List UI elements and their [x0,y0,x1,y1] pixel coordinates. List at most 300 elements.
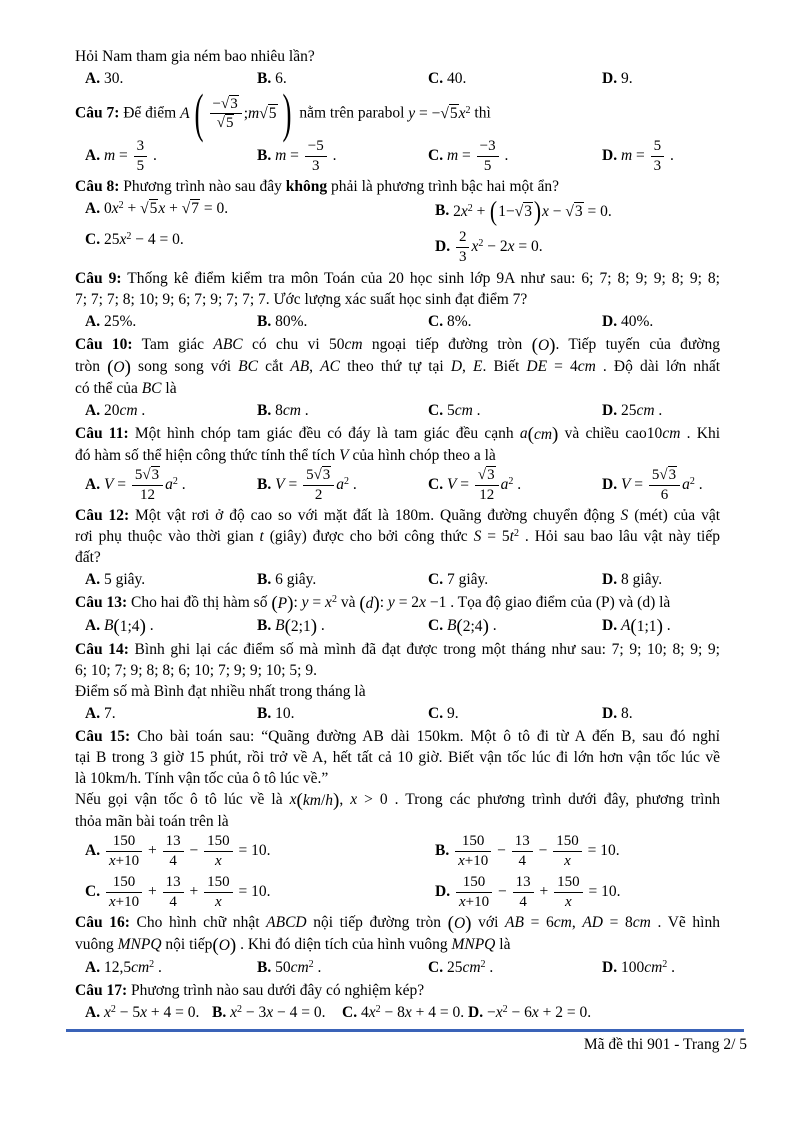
math-var: a [682,475,690,493]
paren-group [448,913,472,934]
numerator: 150 [456,874,492,893]
math-var: a [336,475,345,493]
math-var: x [368,1004,376,1022]
superscript: 2 [467,202,473,214]
option-label: A. [85,959,101,977]
superscript: 2 [344,475,350,487]
paren-content [113,357,124,378]
superscript: 2 [110,1004,116,1016]
option-b [257,400,428,421]
option-body: m = $\frac{-3}{5}$ . [446,137,509,174]
option-label: B. [257,401,272,419]
left-paren: ( [447,913,454,935]
math-expression [213,336,242,353]
option-label: B. [257,70,272,87]
option-c [342,1002,468,1023]
option-c [85,874,435,911]
math-var: P [277,595,288,613]
paren-group [528,424,559,445]
question-text-line: Câu 13: Cho hai đồ thị hàm số ( P ) : $y = x^2$ và ( d ) : y = 2x −1 . Tọa độ giao điểm của (P) và (d) là [75,593,671,615]
math-expression: ( d ) : y = 2x −1 [359,593,447,615]
right-paren: ) [482,616,489,638]
math-var: h [325,792,333,810]
numerator: 3 [134,138,148,157]
question-17 [75,980,720,1023]
paren-group [113,616,145,637]
square-root: √5 [140,200,158,218]
option-body: 5 giây. [103,571,146,589]
option-c [428,957,602,978]
math-var: cm [632,914,651,932]
question-text-line: Câu 8: Phương trình nào sau đây không phải là phương trình bậc hai một ẩn? [75,178,559,196]
option-label: A. [85,617,101,635]
option-body: B ( 2;1 ) . [275,616,325,638]
fraction [554,874,583,911]
right-paren: ) [373,593,380,615]
math-expression [290,358,309,375]
question-text-line: Câu 16: Cho hình chữ nhật ABCD nội tiếp đường tròn ( O ) với AB = 6cm, AD = 8cm . Vẽ hình [75,913,720,935]
question-text-line: Câu 17: Phương trình nào sau dưới đây có nghiệm kép? [75,982,425,1000]
option-label: A. [85,200,101,218]
math-expression [462,959,485,976]
radicand: 5 [149,200,158,218]
numerator: 150 [455,833,491,852]
fraction [649,467,680,504]
option-label: C. [85,231,101,249]
square-root: √3 [565,202,583,220]
superscript: 2 [508,475,514,487]
option-body [104,833,271,870]
option-body: $50cm^2$ . [275,959,322,977]
math-expression: V = $\frac{5√3}{2}$ $a^2$ [275,466,350,503]
paren-group [630,616,662,637]
option-body: B ( 2;4 ) . [446,616,497,638]
math-expression [644,959,667,976]
option-c [428,311,602,332]
math-var: x [140,1004,147,1022]
option-b [435,833,720,870]
option-label: D. [602,401,618,419]
option-body [487,1004,591,1021]
numerator: 150 [204,833,233,852]
option-body [453,833,620,870]
denominator: 4 [518,853,526,870]
denominator: 5 [483,157,492,174]
math-expression: $-x^2 - 6x + 2 = 0$. [486,1004,592,1022]
option-label: A. [85,146,101,164]
option-d [602,68,720,89]
math-var: cm [553,914,572,932]
radicand: 3 [230,95,238,112]
math-var: x [119,231,127,249]
option-d [602,615,720,637]
math-expression [238,358,258,375]
math-var: V [620,475,631,493]
square-root: √5 [216,115,234,132]
options-row [75,68,720,89]
option-body: A ( 1;1 ) . [620,616,671,638]
option-label: A. [85,705,101,723]
numerator: 150 [204,874,233,893]
denominator: x+10 [458,853,489,870]
options-row [75,703,720,724]
right-paren: ) [656,616,663,638]
option-body [454,229,543,266]
denominator [554,893,583,911]
math-var: DE [526,358,548,376]
option-a [85,138,257,175]
option-body: 6. [275,70,287,87]
math-expression: $\frac{150}{x+10}$ − $\frac{13}{4}$ + $\frac{150}{x}$ = 10. [454,883,621,900]
left-paren: ( [630,616,637,638]
option-body [104,231,184,248]
math-expression: m = $\frac{-3}{5}$ [447,147,501,164]
option-label: B. [257,959,272,977]
questions-container [75,46,720,1023]
question-text-line: Câu 14: Bình ghi lại các điểm số mà mình đã đạt được trong một tháng như sau: 7; 9; 10; 8; 9; 9; [75,641,720,659]
denominator: 3 [653,157,662,174]
bold-text: Câu 9: [75,270,122,288]
denominator: x+10 [458,893,490,910]
option-body [104,1004,199,1021]
option-label: D. [468,1004,484,1022]
math-var: D [450,358,463,376]
option-body: 20cm . [103,401,146,419]
superscript: 2 [236,1004,242,1016]
question-text-line: Câu 12: Một vật rơi ở độ cao so với mặt đất là 180m. Quãng đường chuyển động S (mét) của vật [75,507,721,525]
question-9 [75,268,720,332]
math-var: x [230,1004,237,1022]
superscript: 2 [375,1004,381,1016]
question-text-line: Điểm số mà Bình đạt nhiều nhất trong tháng là [75,683,366,701]
superscript: 2 [689,475,695,487]
math-expression: $2x^2$ + ( 1− √3 ) x − √3 = 0. [453,196,612,227]
right-paren: ) [287,593,294,615]
option-body: 25cm . [620,401,663,419]
left-paren: ( [113,616,120,638]
right-paren: ) [124,356,131,378]
numerator: 150 [553,833,582,852]
question-text-line: tại B trong 3 giờ 15 phút, rồi trở về A, hết tất cả 10 giờ. Biết vận tốc lúc đi lớn hơn vận tốc lúc về [75,749,720,767]
option-label: D. [602,617,618,635]
math-var: x [460,202,468,220]
paren-content [538,335,549,356]
option-body [361,1004,464,1021]
question-14 [75,639,720,724]
square-root: √3 [313,466,331,483]
option-c [428,569,602,590]
options-row [75,138,720,175]
left-paren: ( [531,335,538,357]
option-body: m = $\frac{-5}{3}$ . [275,137,337,174]
denominator: 4 [519,893,527,910]
math-var: V [446,475,457,493]
bold-text: Câu 15: [75,728,131,746]
math-var: O [218,937,230,955]
math-var: B [446,617,457,635]
math-var: cm [636,401,655,419]
options-row [75,467,720,504]
fraction [456,874,492,911]
paren-content [278,593,287,614]
math-expression [180,83,295,143]
option-body: $100cm^2$ . [620,959,676,977]
radicand: 3 [524,203,532,221]
option-c [428,138,602,175]
denominator: 6 [660,486,669,503]
option-label: A. [85,842,101,860]
option-body: $25cm^2$ . [446,959,494,977]
option-body: 7. [103,705,116,723]
option-label: B. [435,842,450,860]
paren-content: 1;4 [119,618,140,636]
math-expression [118,936,162,953]
fraction [204,874,233,911]
math-var: cm [533,425,553,443]
bold-text: Câu 16: [75,914,130,932]
numerator: 13 [512,833,533,852]
math-var: x [419,594,426,612]
left-paren: ( [194,83,204,143]
math-var: MNPQ [117,936,162,954]
bold-text: Câu 8: [75,178,120,196]
right-paren: ) [552,423,559,445]
math-var: x [108,853,116,870]
math-var: x [565,893,572,910]
fraction [132,467,163,504]
right-paren: ) [139,616,146,638]
denominator: x+10 [108,853,140,870]
square-root: √5 [440,104,458,122]
math-var: m [248,105,260,123]
options-row [75,198,720,266]
math-expression [455,402,473,419]
left-paren: ( [284,616,291,638]
option-a [85,311,257,332]
square-root: √5 [259,105,277,123]
math-expression: $S = 5t^2$ [473,528,519,546]
option-body [454,873,621,910]
page-footer [75,1032,747,1056]
math-expression [451,358,462,375]
option-d [602,467,720,504]
option-body: V = $\frac{√3}{12}$ $a^2$ . [446,466,522,503]
option-label: D. [602,313,618,331]
left-paren: ( [212,935,219,957]
square-root: √3 [477,466,495,483]
math-var: BC [238,358,258,376]
paren-group [285,616,317,637]
option-body: V = $\frac{5√3}{6}$ $a^2$ . [620,466,703,503]
square-root: √3 [220,95,238,112]
math-var: A [180,104,190,122]
math-var: ABC [213,336,243,354]
fraction [305,138,327,175]
question-text-line: Câu 7: Để điểm A ( $\frac{-√3}{√5}$ ; m √5 ) nằm trên parabol $y = -√5x^2$ thì [75,83,491,143]
fraction [455,833,491,870]
math-var: S [620,507,629,525]
math-var: x [266,1004,274,1022]
bold-text: Câu 13: [75,594,128,612]
fraction [651,138,665,175]
math-var: V [339,446,349,464]
math-expression [212,935,237,957]
square-root: √3 [514,203,532,221]
denominator [210,114,242,132]
math-expression [446,616,489,638]
math-expression [260,528,264,545]
math-var: x [458,893,466,910]
option-d [602,138,720,175]
bold-text: Câu 7: [75,104,120,122]
math-var: AB [290,358,310,376]
options-row [75,615,720,637]
fraction [204,833,233,870]
superscript: 2 [478,238,484,250]
question-text-line: tròn ( O ) song song với BC cắt AB, AC theo thứ tự tại D, E. Biết DE = 4cm . Độ dài lớn nhất [75,356,721,378]
fraction [210,96,242,133]
math-expression: V = $\frac{5√3}{6}$ $a^2$ [620,466,695,503]
radicand: 7 [191,200,200,218]
numerator: −3 [477,138,499,157]
math-expression: m = $\frac{5}{3}$ [621,147,666,164]
paren-content: 2;4 [462,618,483,636]
superscript: 2 [331,594,337,606]
math-expression [131,959,154,976]
option-body: V = $\frac{5√3}{12}$ $a^2$ . [103,466,186,503]
right-paren: ) [229,935,237,957]
option-label: D. [602,475,618,493]
options-row [75,311,720,332]
superscript: 2 [118,200,124,212]
math-var: x [458,853,465,870]
math-expression: V = $\frac{√3}{12}$ $a^2$ [446,466,514,503]
radicand: 3 [668,466,677,483]
right-paren: ) [310,616,318,638]
option-label: C. [428,705,444,723]
math-expression [531,335,556,357]
math-var: cm [577,358,596,376]
right-paren: ) [533,196,542,227]
paren-content: 1− √3 [498,203,532,221]
math-var: x [404,1004,412,1022]
option-c [428,467,602,504]
paren-content [454,913,465,934]
math-expression: m = $\frac{3}{5}$ [104,147,149,164]
option-body: 8 giây. [620,571,663,589]
left-paren: ( [107,356,114,378]
question-text-line: vuông MNPQ nội tiếp ( O ) . Khi đó diện tích của hình vuông MNPQ là [75,935,511,957]
option-body: 40. [446,70,467,87]
paren-group [297,790,340,811]
paren-group [532,335,556,356]
options-row [75,400,720,421]
math-var: x [458,104,466,122]
option-a [85,1002,212,1023]
option-label: C. [428,959,444,977]
numerator: 13 [163,833,184,852]
bold-text: Câu 11: [75,424,129,442]
math-expression [451,936,495,953]
option-label: D. [602,959,618,977]
math-var: cm [290,959,309,977]
math-var: x [111,200,119,218]
math-expression [283,402,301,419]
option-a [85,957,257,978]
fraction [456,229,470,266]
option-label: C. [428,313,444,331]
bold-text: Câu 10: [75,336,133,354]
option-label: A. [85,571,101,589]
superscript: 2 [308,959,314,971]
math-expression [662,425,680,442]
option-body [104,200,228,217]
math-var: x [350,791,358,809]
fraction [106,833,142,870]
numerator: 5√3 [649,467,680,486]
math-var: x [507,238,515,256]
denominator: 12 [140,486,156,503]
question-text-line: rơi phụ thuộc vào thời gian t (giây) được cho bởi công thức $S = 5t^2$ . Hỏi sau bao lâu vật này tiếp [75,528,720,546]
paren-content: km / h [302,792,333,810]
option-d [602,569,720,590]
superscript: 2 [502,1004,508,1016]
fraction [106,874,142,911]
math-expression [266,914,306,931]
option-c [428,615,602,637]
radicand: 5 [449,104,458,122]
option-c [428,68,602,89]
denominator [204,893,233,911]
square-root: √7 [181,200,200,218]
numerator: 13 [513,874,534,893]
option-a [85,569,257,590]
option-a [85,467,257,504]
math-var: m [620,146,633,164]
paren-group [271,593,293,614]
option-label: B. [257,571,272,589]
math-expression [621,507,629,524]
math-var: x [215,853,222,870]
math-var: m [103,146,116,164]
square-root: √3 [659,466,677,483]
option-a [85,68,257,89]
option-b [257,569,428,590]
radicand: 3 [487,466,495,483]
option-b [257,311,428,332]
radicand: 5 [225,115,234,132]
option-label: D. [435,882,451,900]
math-var: MNPQ [451,936,496,954]
math-var: AD [582,914,603,932]
numerator: 150 [554,874,583,893]
fraction [163,833,184,870]
math-expression: $\frac{150}{x+10}$ + $\frac{13}{4}$ − $\frac{150}{x}$ = 10. [104,842,271,859]
paren-group [212,935,236,956]
denominator [553,852,582,870]
option-label: B. [435,202,450,220]
option-body: 8%. [446,313,472,331]
option-body: 5cm . [446,401,481,419]
radicand: 5 [268,105,277,123]
math-expression [291,959,314,976]
math-var: y [387,594,395,612]
option-d [602,400,720,421]
option-b [257,615,428,637]
math-var: x [542,202,549,220]
math-var: x [531,1004,539,1022]
denominator: 3 [312,157,320,174]
